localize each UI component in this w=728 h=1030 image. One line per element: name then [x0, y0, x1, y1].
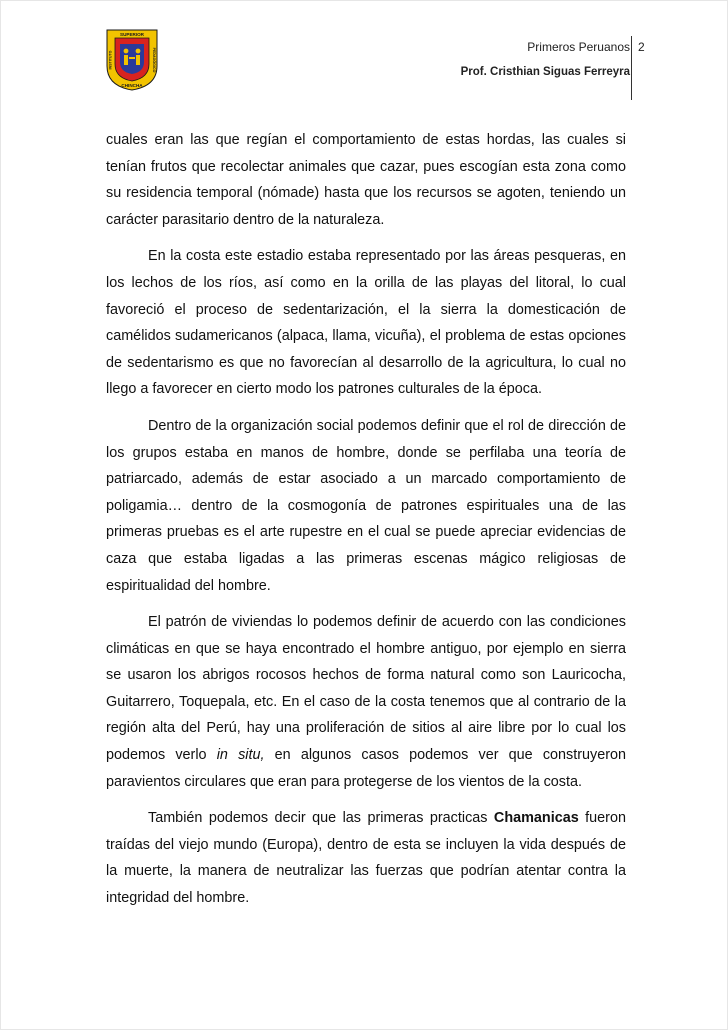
paragraph-4 — [106, 609, 626, 795]
paragraph-2: En la costa este estadio estaba representado por las áreas pesqueras, en los lechos de los ríos, así como en la orilla de las playas del litoral, lo cual favoreció el proceso de sedentarización, el la sierra la domesticación de camélidos sudamericanos (alpaca, llama, vicuña), el problema de estas opciones de sedentarismo es que no favorecían al desarrollo de la agricultura, lo cual no llego a favorecer en cierto modo los patrones culturales de la época. — [106, 248, 626, 398]
logo-top-text: SUPERIOR — [120, 32, 144, 37]
header-title: Primeros Peruanos — [527, 40, 630, 54]
logo-right-text: PEDAGÓGICO — [152, 47, 156, 73]
paragraph-4-text-end: en algunos casos podemos ver que construyeron paravientos circulares que eran para protegerse de los vientos de la costa. — [106, 747, 627, 790]
paragraph-3: Dentro de la organización social podemos definir que el rol de dirección de los grupos estaba en manos de hombre, donde se perfilaba una teoría de patriarcado, además de estar asociado a un marcado comportamiento de poligamia… dentro de la cosmogonía de patrones espirituales una de las primeras pruebas es el arte rupestre en el cual se puede apreciar evidencias de caza que estaba ligadas a las primeras escenas mágico religiosas de espiritualidad del hombre. — [106, 417, 626, 594]
body-text — [106, 127, 626, 922]
institute-seal-icon — [104, 26, 160, 92]
paragraph-5 — [106, 805, 626, 911]
institute-logo — [104, 26, 160, 92]
page-number: 2 — [638, 40, 645, 54]
paragraph-1: cuales eran las que regían el comportamiento de estas hordas, las cuales si tenían frutos que recolectar animales que cazar, pues escogían esta zona como su residencia temporal (nómade) hasta que los recursos se agoten, teniendo un carácter parasitario dentro de la naturaleza. — [106, 132, 626, 228]
logo-left-text: INSTITUTO — [108, 50, 113, 70]
paragraph-5-bold: Chamanicas — [493, 810, 579, 827]
logo-bottom-text: CHINCHA — [121, 83, 143, 88]
header-author: Prof. Cristhian Siguas Ferreyra — [460, 66, 630, 78]
paragraph-4-italic: in situ, — [216, 747, 265, 764]
paragraph-4-text: El patrón de viviendas lo podemos definir de acuerdo con las condiciones climáticas en que se haya encontrado el hombre antiguo, por ejemplo en sierra se usaron los abrigos rocosos hechos de forma natural como son Lauricocha, Guitarrero, Toquepala, etc. En el caso de la costa tenemos que al contrario de la región alta del Perú, hay una proliferación de sitios al aire libre por lo cual los podemos verlo — [106, 614, 626, 764]
paragraph-5-text-end: fueron traídas del viejo mundo (Europa), dentro de esta se incluyen la vida después de la muerte, la manera de neutralizar las fuerzas que podrían atentar contra la integridad del hombre. — [106, 810, 626, 907]
running-header — [461, 40, 630, 78]
header-divider — [631, 36, 632, 100]
paragraph-5-text: También podemos decir que las primeras practicas — [148, 810, 494, 827]
